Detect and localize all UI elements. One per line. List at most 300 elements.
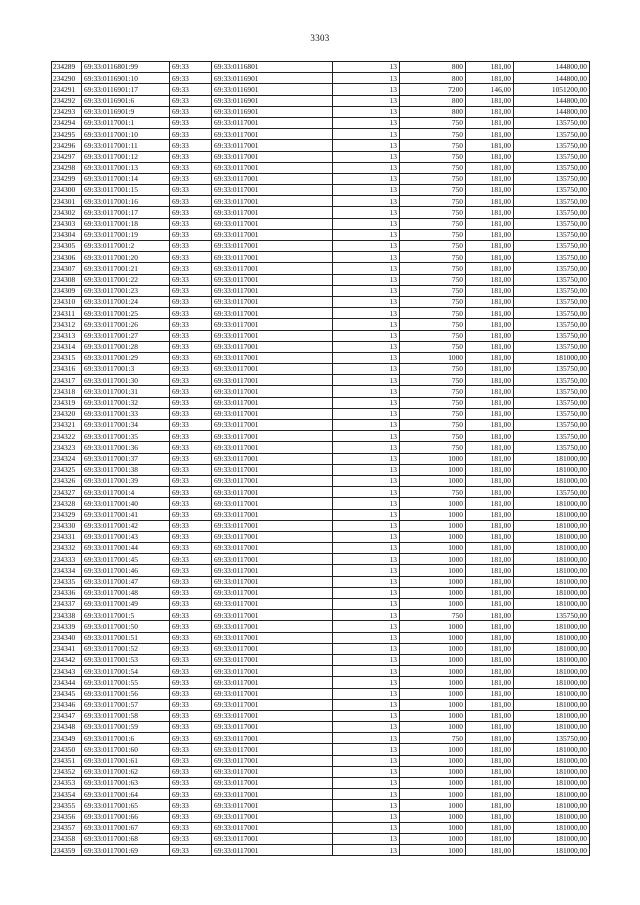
row-id-cell: 234292 (52, 95, 82, 106)
row-id-cell: 234347 (52, 710, 82, 721)
area-cell: 750 (400, 229, 466, 240)
category-code-cell: 13 (333, 744, 400, 755)
district-code-cell: 69:33 (170, 632, 212, 643)
area-cell: 750 (400, 196, 466, 207)
cadastral-number-cell: 69:33:0117001:18 (82, 218, 170, 229)
district-code-cell: 69:33 (170, 397, 212, 408)
cadastral-number-cell: 69:33:0117001:46 (82, 565, 170, 576)
cadastral-number-cell: 69:33:0117001:2 (82, 241, 170, 252)
area-cell: 1000 (400, 498, 466, 509)
cadastral-block-cell: 69:33:0117001 (212, 229, 333, 240)
district-code-cell: 69:33 (170, 778, 212, 789)
district-code-cell: 69:33 (170, 442, 212, 453)
row-id-cell: 234314 (52, 341, 82, 352)
row-id-cell: 234357 (52, 822, 82, 833)
cadastral-block-cell: 69:33:0116901 (212, 84, 333, 95)
specific-value-cell: 181,00 (466, 475, 514, 486)
cadastral-value-cell: 144800,00 (514, 62, 590, 73)
category-code-cell: 13 (333, 352, 400, 363)
row-id-cell: 234324 (52, 453, 82, 464)
category-code-cell: 13 (333, 632, 400, 643)
cadastral-block-cell: 69:33:0117001 (212, 420, 333, 431)
district-code-cell: 69:33 (170, 364, 212, 375)
cadastral-number-cell: 69:33:0117001:57 (82, 699, 170, 710)
cadastral-block-cell: 69:33:0117001 (212, 117, 333, 128)
row-id-cell: 234342 (52, 654, 82, 665)
cadastral-value-cell: 181000,00 (514, 677, 590, 688)
cadastral-number-cell: 69:33:0117001:21 (82, 263, 170, 274)
cadastral-value-cell: 135750,00 (514, 162, 590, 173)
cadastral-number-cell: 69:33:0116901:6 (82, 95, 170, 106)
cadastral-block-cell: 69:33:0117001 (212, 185, 333, 196)
cadastral-number-cell: 69:33:0117001:56 (82, 688, 170, 699)
cadastral-block-cell: 69:33:0116901 (212, 95, 333, 106)
category-code-cell: 13 (333, 207, 400, 218)
category-code-cell: 13 (333, 610, 400, 621)
category-code-cell: 13 (333, 487, 400, 498)
cadastral-number-cell: 69:33:0117001:51 (82, 632, 170, 643)
district-code-cell: 69:33 (170, 766, 212, 777)
row-id-cell: 234354 (52, 789, 82, 800)
specific-value-cell: 181,00 (466, 397, 514, 408)
table-row (52, 207, 590, 218)
category-code-cell: 13 (333, 397, 400, 408)
area-cell: 1000 (400, 621, 466, 632)
row-id-cell: 234344 (52, 677, 82, 688)
category-code-cell: 13 (333, 845, 400, 856)
cadastral-value-cell: 181000,00 (514, 688, 590, 699)
cadastral-number-cell: 69:33:0117001:39 (82, 475, 170, 486)
area-cell: 750 (400, 308, 466, 319)
cadastral-number-cell: 69:33:0117001:43 (82, 531, 170, 542)
table-row (52, 565, 590, 576)
cadastral-block-cell: 69:33:0117001 (212, 643, 333, 654)
specific-value-cell: 181,00 (466, 599, 514, 610)
specific-value-cell: 181,00 (466, 822, 514, 833)
district-code-cell: 69:33 (170, 296, 212, 307)
area-cell: 1000 (400, 509, 466, 520)
cadastral-number-cell: 69:33:0117001:24 (82, 296, 170, 307)
cadastral-number-cell: 69:33:0117001:28 (82, 341, 170, 352)
cadastral-number-cell: 69:33:0117001:45 (82, 554, 170, 565)
category-code-cell: 13 (333, 341, 400, 352)
category-code-cell: 13 (333, 531, 400, 542)
table-row (52, 587, 590, 598)
cadastral-number-cell: 69:33:0117001:31 (82, 386, 170, 397)
category-code-cell: 13 (333, 733, 400, 744)
cadastral-block-cell: 69:33:0117001 (212, 285, 333, 296)
cadastral-block-cell: 69:33:0117001 (212, 778, 333, 789)
category-code-cell: 13 (333, 129, 400, 140)
specific-value-cell: 181,00 (466, 464, 514, 475)
category-code-cell: 13 (333, 509, 400, 520)
area-cell: 7200 (400, 84, 466, 95)
cadastral-block-cell: 69:33:0117001 (212, 599, 333, 610)
row-id-cell: 234302 (52, 207, 82, 218)
table-row (52, 218, 590, 229)
specific-value-cell: 181,00 (466, 263, 514, 274)
cadastral-value-cell: 181000,00 (514, 666, 590, 677)
district-code-cell: 69:33 (170, 677, 212, 688)
district-code-cell: 69:33 (170, 543, 212, 554)
table-row (52, 274, 590, 285)
cadastral-value-cell: 181000,00 (514, 352, 590, 363)
cadastral-block-cell: 69:33:0117001 (212, 196, 333, 207)
table-row (52, 554, 590, 565)
area-cell: 1000 (400, 699, 466, 710)
row-id-cell: 234335 (52, 576, 82, 587)
cadastral-value-cell: 135750,00 (514, 151, 590, 162)
category-code-cell: 13 (333, 722, 400, 733)
area-cell: 1000 (400, 352, 466, 363)
cadastral-block-cell: 69:33:0117001 (212, 375, 333, 386)
specific-value-cell: 181,00 (466, 543, 514, 554)
specific-value-cell: 181,00 (466, 73, 514, 84)
specific-value-cell: 181,00 (466, 699, 514, 710)
table-row (52, 308, 590, 319)
cadastral-block-cell: 69:33:0117001 (212, 464, 333, 475)
cadastral-value-cell: 135750,00 (514, 397, 590, 408)
cadastral-number-cell: 69:33:0117001:69 (82, 845, 170, 856)
area-cell: 1000 (400, 632, 466, 643)
cadastral-value-cell: 135750,00 (514, 319, 590, 330)
table-row (52, 509, 590, 520)
category-code-cell: 13 (333, 643, 400, 654)
cadastral-block-cell: 69:33:0117001 (212, 543, 333, 554)
cadastral-number-cell: 69:33:0117001:59 (82, 722, 170, 733)
row-id-cell: 234322 (52, 431, 82, 442)
specific-value-cell: 181,00 (466, 408, 514, 419)
cadastral-block-cell: 69:33:0117001 (212, 442, 333, 453)
cadastral-value-cell: 135750,00 (514, 308, 590, 319)
area-cell: 1000 (400, 475, 466, 486)
area-cell: 1000 (400, 531, 466, 542)
cadastral-block-cell: 69:33:0117001 (212, 554, 333, 565)
specific-value-cell: 181,00 (466, 666, 514, 677)
row-id-cell: 234348 (52, 722, 82, 733)
cadastral-block-cell: 69:33:0117001 (212, 453, 333, 464)
cadastral-value-cell: 181000,00 (514, 554, 590, 565)
district-code-cell: 69:33 (170, 565, 212, 576)
table-row (52, 241, 590, 252)
table-row (52, 811, 590, 822)
table-row (52, 599, 590, 610)
specific-value-cell: 181,00 (466, 117, 514, 128)
row-id-cell: 234312 (52, 319, 82, 330)
specific-value-cell: 181,00 (466, 129, 514, 140)
table-row (52, 710, 590, 721)
row-id-cell: 234343 (52, 666, 82, 677)
category-code-cell: 13 (333, 73, 400, 84)
table-row (52, 185, 590, 196)
cadastral-value-cell: 181000,00 (514, 710, 590, 721)
cadastral-value-cell: 181000,00 (514, 800, 590, 811)
cadastral-number-cell: 69:33:0117001:25 (82, 308, 170, 319)
category-code-cell: 13 (333, 408, 400, 419)
row-id-cell: 234306 (52, 252, 82, 263)
area-cell: 750 (400, 263, 466, 274)
table-row (52, 364, 590, 375)
cadastral-number-cell: 69:33:0117001:33 (82, 408, 170, 419)
area-cell: 750 (400, 431, 466, 442)
cadastral-value-cell: 181000,00 (514, 587, 590, 598)
specific-value-cell: 181,00 (466, 811, 514, 822)
area-cell: 1000 (400, 789, 466, 800)
district-code-cell: 69:33 (170, 173, 212, 184)
cadastral-value-cell: 135750,00 (514, 218, 590, 229)
specific-value-cell: 181,00 (466, 319, 514, 330)
district-code-cell: 69:33 (170, 576, 212, 587)
row-id-cell: 234293 (52, 106, 82, 117)
cadastral-number-cell: 69:33:0117001:50 (82, 621, 170, 632)
cadastral-number-cell: 69:33:0117001:22 (82, 274, 170, 285)
category-code-cell: 13 (333, 196, 400, 207)
cadastral-number-cell: 69:33:0117001:35 (82, 431, 170, 442)
district-code-cell: 69:33 (170, 73, 212, 84)
category-code-cell: 13 (333, 766, 400, 777)
specific-value-cell: 181,00 (466, 252, 514, 263)
table-row (52, 62, 590, 73)
area-cell: 1000 (400, 464, 466, 475)
area-cell: 1000 (400, 565, 466, 576)
district-code-cell: 69:33 (170, 408, 212, 419)
specific-value-cell: 181,00 (466, 106, 514, 117)
cadastral-value-cell: 181000,00 (514, 822, 590, 833)
cadastral-value-cell: 181000,00 (514, 766, 590, 777)
cadastral-value-cell: 135750,00 (514, 241, 590, 252)
category-code-cell: 13 (333, 800, 400, 811)
cadastral-value-cell: 135750,00 (514, 442, 590, 453)
row-id-cell: 234346 (52, 699, 82, 710)
cadastral-number-cell: 69:33:0117001:55 (82, 677, 170, 688)
district-code-cell: 69:33 (170, 811, 212, 822)
row-id-cell: 234356 (52, 811, 82, 822)
district-code-cell: 69:33 (170, 509, 212, 520)
cadastral-number-cell: 69:33:0117001:32 (82, 397, 170, 408)
cadastral-block-cell: 69:33:0117001 (212, 140, 333, 151)
cadastral-block-cell: 69:33:0117001 (212, 475, 333, 486)
area-cell: 750 (400, 173, 466, 184)
district-code-cell: 69:33 (170, 643, 212, 654)
area-cell: 750 (400, 252, 466, 263)
table-row (52, 73, 590, 84)
row-id-cell: 234326 (52, 475, 82, 486)
district-code-cell: 69:33 (170, 218, 212, 229)
cadastral-value-cell: 181000,00 (514, 632, 590, 643)
specific-value-cell: 181,00 (466, 565, 514, 576)
row-id-cell: 234349 (52, 733, 82, 744)
area-cell: 750 (400, 364, 466, 375)
cadastral-value-cell: 181000,00 (514, 722, 590, 733)
cadastral-value-cell: 135750,00 (514, 733, 590, 744)
district-code-cell: 69:33 (170, 666, 212, 677)
cadastral-number-cell: 69:33:0117001:36 (82, 442, 170, 453)
cadastral-block-cell: 69:33:0117001 (212, 207, 333, 218)
cadastral-block-cell: 69:33:0117001 (212, 531, 333, 542)
cadastral-value-cell: 135750,00 (514, 431, 590, 442)
specific-value-cell: 181,00 (466, 744, 514, 755)
district-code-cell: 69:33 (170, 654, 212, 665)
area-cell: 800 (400, 62, 466, 73)
table-row (52, 778, 590, 789)
cadastral-block-cell: 69:33:0117001 (212, 632, 333, 643)
cadastral-value-cell: 135750,00 (514, 420, 590, 431)
cadastral-block-cell: 69:33:0117001 (212, 811, 333, 822)
cadastral-value-cell: 135750,00 (514, 229, 590, 240)
category-code-cell: 13 (333, 543, 400, 554)
district-code-cell: 69:33 (170, 845, 212, 856)
category-code-cell: 13 (333, 319, 400, 330)
cadastral-value-cell: 181000,00 (514, 845, 590, 856)
category-code-cell: 13 (333, 666, 400, 677)
category-code-cell: 13 (333, 162, 400, 173)
table-row (52, 833, 590, 844)
category-code-cell: 13 (333, 274, 400, 285)
row-id-cell: 234337 (52, 599, 82, 610)
row-id-cell: 234336 (52, 587, 82, 598)
specific-value-cell: 181,00 (466, 710, 514, 721)
specific-value-cell: 181,00 (466, 196, 514, 207)
specific-value-cell: 181,00 (466, 554, 514, 565)
area-cell: 1000 (400, 643, 466, 654)
row-id-cell: 234334 (52, 565, 82, 576)
cadastral-value-cell: 135750,00 (514, 117, 590, 128)
cadastral-block-cell: 69:33:0117001 (212, 330, 333, 341)
specific-value-cell: 181,00 (466, 296, 514, 307)
area-cell: 1000 (400, 599, 466, 610)
district-code-cell: 69:33 (170, 789, 212, 800)
row-id-cell: 234289 (52, 62, 82, 73)
table-row (52, 766, 590, 777)
category-code-cell: 13 (333, 431, 400, 442)
cadastral-number-cell: 69:33:0117001:27 (82, 330, 170, 341)
district-code-cell: 69:33 (170, 710, 212, 721)
category-code-cell: 13 (333, 151, 400, 162)
cadastral-value-cell: 144800,00 (514, 106, 590, 117)
area-cell: 750 (400, 487, 466, 498)
cadastral-block-cell: 69:33:0117001 (212, 587, 333, 598)
category-code-cell: 13 (333, 252, 400, 263)
category-code-cell: 13 (333, 554, 400, 565)
table-row (52, 140, 590, 151)
cadastral-number-cell: 69:33:0117001:14 (82, 173, 170, 184)
specific-value-cell: 181,00 (466, 375, 514, 386)
cadastral-block-cell: 69:33:0117001 (212, 263, 333, 274)
specific-value-cell: 181,00 (466, 140, 514, 151)
row-id-cell: 234313 (52, 330, 82, 341)
category-code-cell: 13 (333, 576, 400, 587)
cadastral-value-cell: 181000,00 (514, 520, 590, 531)
table-row (52, 129, 590, 140)
category-code-cell: 13 (333, 833, 400, 844)
category-code-cell: 13 (333, 420, 400, 431)
row-id-cell: 234352 (52, 766, 82, 777)
specific-value-cell: 181,00 (466, 643, 514, 654)
row-id-cell: 234297 (52, 151, 82, 162)
table-row (52, 576, 590, 587)
row-id-cell: 234294 (52, 117, 82, 128)
cadastral-block-cell: 69:33:0117001 (212, 677, 333, 688)
table-row (52, 610, 590, 621)
district-code-cell: 69:33 (170, 755, 212, 766)
cadastral-value-cell: 181000,00 (514, 531, 590, 542)
cadastral-value-cell: 181000,00 (514, 643, 590, 654)
area-cell: 750 (400, 185, 466, 196)
area-cell: 750 (400, 341, 466, 352)
cadastral-number-cell: 69:33:0117001:61 (82, 755, 170, 766)
cadastral-block-cell: 69:33:0117001 (212, 666, 333, 677)
cadastral-number-cell: 69:33:0117001:49 (82, 599, 170, 610)
district-code-cell: 69:33 (170, 129, 212, 140)
cadastral-value-cell: 135750,00 (514, 408, 590, 419)
district-code-cell: 69:33 (170, 95, 212, 106)
district-code-cell: 69:33 (170, 140, 212, 151)
table-row (52, 397, 590, 408)
cadastral-block-cell: 69:33:0117001 (212, 352, 333, 363)
district-code-cell: 69:33 (170, 431, 212, 442)
specific-value-cell: 181,00 (466, 722, 514, 733)
cadastral-number-cell: 69:33:0117001:5 (82, 610, 170, 621)
cadastral-number-cell: 69:33:0117001:10 (82, 129, 170, 140)
row-id-cell: 234358 (52, 833, 82, 844)
cadastral-value-cell: 181000,00 (514, 498, 590, 509)
cadastral-block-cell: 69:33:0117001 (212, 744, 333, 755)
row-id-cell: 234307 (52, 263, 82, 274)
specific-value-cell: 181,00 (466, 766, 514, 777)
cadastral-number-cell: 69:33:0117001:3 (82, 364, 170, 375)
row-id-cell: 234308 (52, 274, 82, 285)
category-code-cell: 13 (333, 106, 400, 117)
table-row (52, 654, 590, 665)
area-cell: 1000 (400, 722, 466, 733)
category-code-cell: 13 (333, 822, 400, 833)
table-row (52, 699, 590, 710)
area-cell: 1000 (400, 766, 466, 777)
specific-value-cell: 181,00 (466, 274, 514, 285)
cadastral-number-cell: 69:33:0117001:44 (82, 543, 170, 554)
specific-value-cell: 181,00 (466, 621, 514, 632)
cadastral-block-cell: 69:33:0117001 (212, 151, 333, 162)
table-row (52, 744, 590, 755)
specific-value-cell: 181,00 (466, 610, 514, 621)
table-row (52, 196, 590, 207)
specific-value-cell: 181,00 (466, 833, 514, 844)
specific-value-cell: 181,00 (466, 62, 514, 73)
cadastral-value-table (51, 61, 590, 856)
cadastral-value-cell: 135750,00 (514, 364, 590, 375)
cadastral-number-cell: 69:33:0117001:20 (82, 252, 170, 263)
specific-value-cell: 181,00 (466, 173, 514, 184)
cadastral-number-cell: 69:33:0117001:63 (82, 778, 170, 789)
cadastral-block-cell: 69:33:0117001 (212, 822, 333, 833)
table-row (52, 319, 590, 330)
cadastral-value-cell: 181000,00 (514, 811, 590, 822)
area-cell: 1000 (400, 453, 466, 464)
cadastral-value-cell: 135750,00 (514, 140, 590, 151)
table-row (52, 442, 590, 453)
area-cell: 1000 (400, 543, 466, 554)
table-row (52, 117, 590, 128)
specific-value-cell: 181,00 (466, 95, 514, 106)
category-code-cell: 13 (333, 654, 400, 665)
cadastral-value-cell: 1051200,00 (514, 84, 590, 95)
row-id-cell: 234290 (52, 73, 82, 84)
specific-value-cell: 181,00 (466, 453, 514, 464)
district-code-cell: 69:33 (170, 319, 212, 330)
district-code-cell: 69:33 (170, 252, 212, 263)
cadastral-value-cell: 135750,00 (514, 610, 590, 621)
district-code-cell: 69:33 (170, 386, 212, 397)
